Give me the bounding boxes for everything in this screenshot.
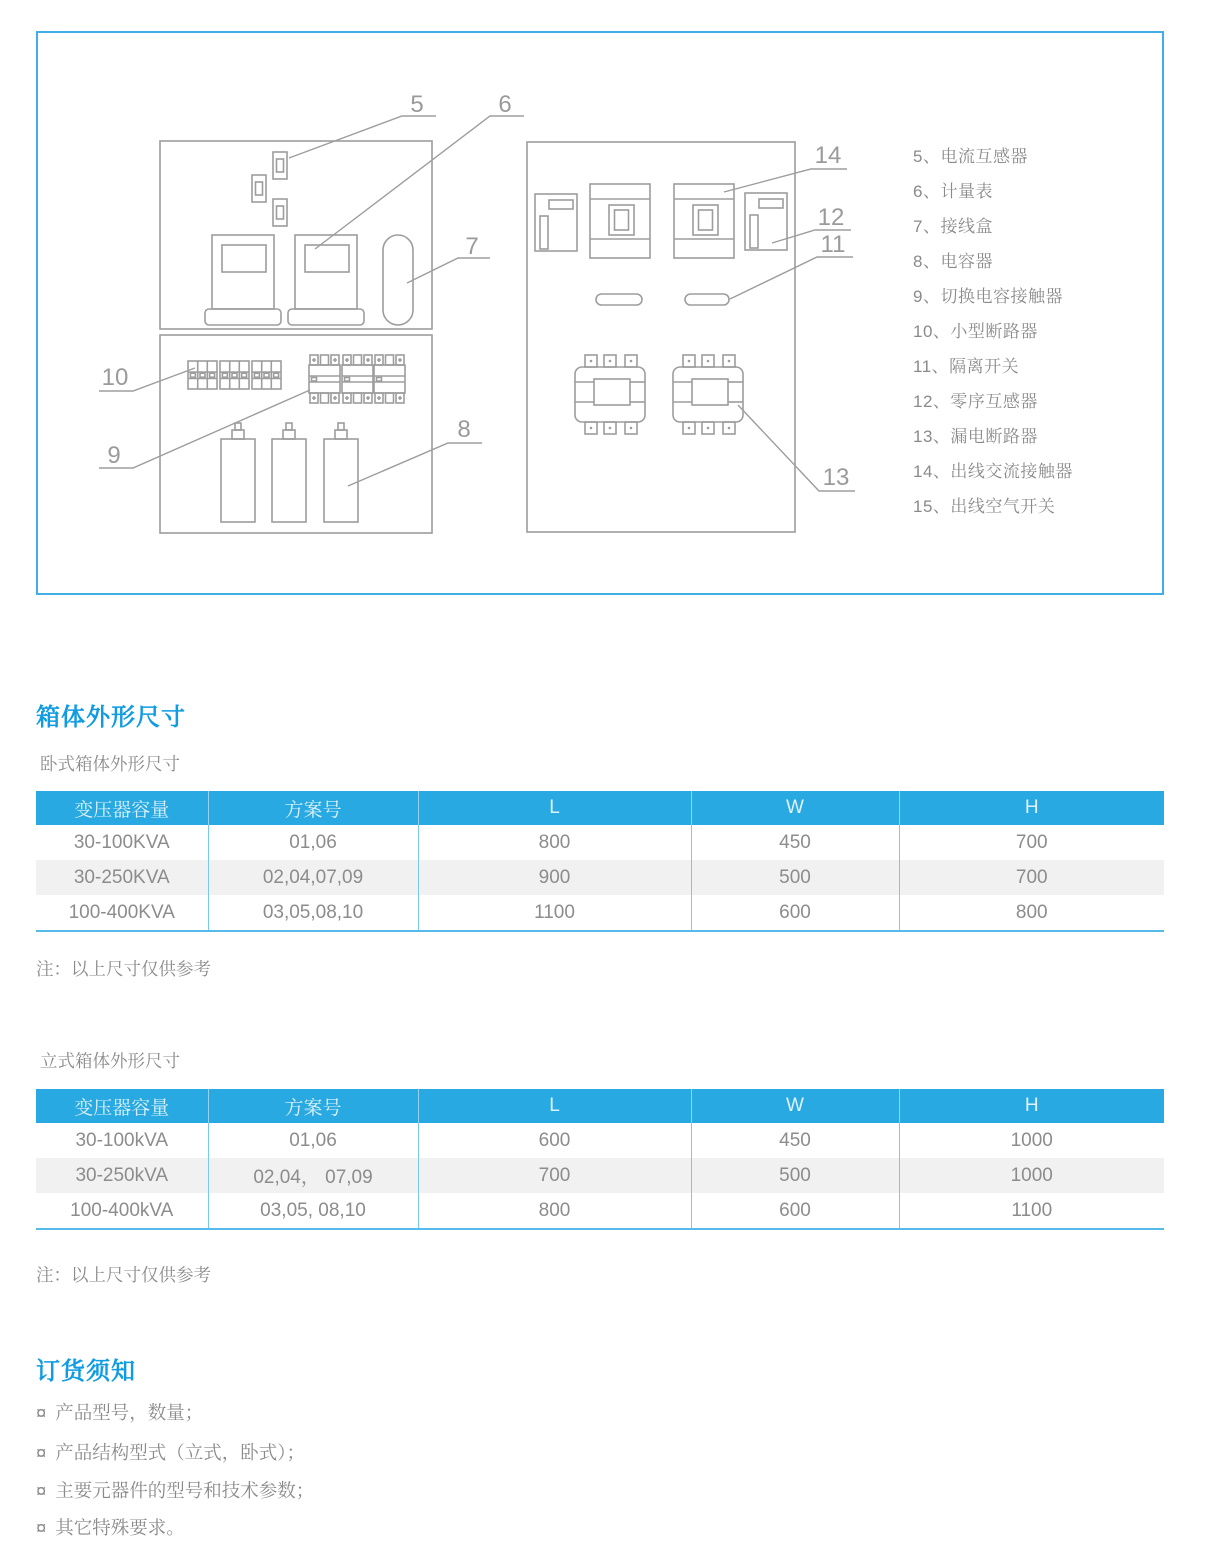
data-cell: 1100 bbox=[418, 895, 691, 931]
ordering-item-text: 主要元器件的型号和技术参数； bbox=[55, 1480, 315, 1501]
data-cell: 900 bbox=[418, 860, 691, 895]
legend-item: 9、切换电容接触器 bbox=[913, 287, 1063, 306]
junction-box bbox=[383, 235, 413, 325]
ordering-item-text: 产品结构型式（立式，卧式）； bbox=[55, 1442, 306, 1463]
ordering-item-text: 其它特殊要求。 bbox=[55, 1517, 185, 1538]
data-cell: 03,05, 08,10 bbox=[208, 1193, 418, 1229]
ordering-section-title: 订货须知 bbox=[36, 1358, 136, 1385]
legend-item: 10、小型断路器 bbox=[913, 322, 1038, 341]
data-cell: 30-100KVA bbox=[36, 825, 208, 860]
legend-item: 13、漏电断路器 bbox=[913, 427, 1038, 446]
data-cell: 100-400KVA bbox=[36, 895, 208, 931]
header-cell: 方案号 bbox=[208, 791, 418, 825]
header-cell: 变压器容量 bbox=[36, 791, 208, 825]
dimensions-section-title: 箱体外形尺寸 bbox=[36, 704, 186, 731]
data-cell: 02,04,07,09 bbox=[208, 860, 418, 895]
data-cell: 700 bbox=[899, 860, 1164, 895]
callout-12: 12 bbox=[817, 204, 845, 231]
cabinet-layout-frame bbox=[36, 31, 1164, 595]
data-cell: 800 bbox=[418, 1193, 691, 1229]
vertical-table-note: 注：以上尺寸仅供参考 bbox=[36, 1265, 211, 1285]
callout-6: 6 bbox=[498, 91, 512, 118]
table-row bbox=[36, 1158, 1164, 1193]
data-cell: 700 bbox=[899, 825, 1164, 860]
data-cell: 100-400kVA bbox=[36, 1193, 208, 1229]
right-cabinet bbox=[527, 142, 795, 532]
ordering-item bbox=[36, 1514, 185, 1540]
bullet-icon: ¤ bbox=[36, 1402, 47, 1423]
data-cell: 1100 bbox=[899, 1193, 1164, 1229]
data-cell: 800 bbox=[418, 825, 691, 860]
horizontal-table-note: 注：以上尺寸仅供参考 bbox=[36, 959, 211, 979]
callout-7: 7 bbox=[465, 233, 479, 260]
outgoing-breaker-units bbox=[590, 184, 734, 258]
bullet-icon: ¤ bbox=[36, 1442, 47, 1463]
ordering-item bbox=[36, 1477, 314, 1503]
legend-item: 11、隔离开关 bbox=[913, 357, 1020, 376]
callout-9: 9 bbox=[107, 442, 121, 469]
callout-10: 10 bbox=[101, 364, 129, 391]
ordering-item bbox=[36, 1399, 203, 1425]
legend-item: 12、零序互感器 bbox=[913, 392, 1038, 411]
data-cell: 700 bbox=[418, 1158, 691, 1193]
data-cell: 600 bbox=[418, 1123, 691, 1158]
data-cell: 1000 bbox=[899, 1158, 1164, 1193]
energy-meters bbox=[205, 235, 364, 325]
legend-item: 7、接线盒 bbox=[913, 217, 993, 236]
table-header-row bbox=[36, 1089, 1164, 1123]
callout-14: 14 bbox=[814, 142, 842, 169]
table-row bbox=[36, 825, 1164, 860]
vertical-dimensions-table bbox=[36, 1089, 1164, 1230]
data-cell: 01,06 bbox=[208, 825, 418, 860]
header-cell: 方案号 bbox=[208, 1089, 418, 1123]
data-cell: 800 bbox=[899, 895, 1164, 931]
bullet-icon: ¤ bbox=[36, 1517, 47, 1538]
data-cell: 450 bbox=[691, 1123, 899, 1158]
callout-numbers bbox=[102, 91, 850, 491]
table-row bbox=[36, 860, 1164, 895]
current-transformers bbox=[252, 152, 287, 226]
data-cell: 500 bbox=[691, 860, 899, 895]
horizontal-dimensions-table bbox=[36, 791, 1164, 932]
table-row bbox=[36, 1193, 1164, 1229]
ordering-item bbox=[36, 1439, 305, 1465]
data-cell: 500 bbox=[691, 1158, 899, 1193]
legend-item: 5、电流互感器 bbox=[913, 147, 1028, 166]
isolating-switches bbox=[596, 294, 729, 305]
legend-item: 14、出线交流接触器 bbox=[913, 462, 1073, 481]
mini-circuit-breakers bbox=[188, 361, 281, 389]
left-cabinet bbox=[160, 141, 432, 533]
zero-sequence-transformers bbox=[535, 193, 787, 251]
data-cell: 30-250kVA bbox=[36, 1158, 208, 1193]
data-cell: 1000 bbox=[899, 1123, 1164, 1158]
header-cell: H bbox=[899, 1089, 1164, 1123]
leakage-breakers bbox=[575, 355, 743, 434]
table-row bbox=[36, 1123, 1164, 1158]
data-cell: 30-250KVA bbox=[36, 860, 208, 895]
data-cell: 600 bbox=[691, 895, 899, 931]
data-cell: 03,05,08,10 bbox=[208, 895, 418, 931]
data-cell: 600 bbox=[691, 1193, 899, 1229]
data-cell: 01,06 bbox=[208, 1123, 418, 1158]
data-cell: 02,04， 07,09 bbox=[208, 1158, 418, 1193]
bullet-icon: ¤ bbox=[36, 1480, 47, 1501]
horizontal-table-subtitle: 卧式箱体外形尺寸 bbox=[40, 754, 180, 774]
legend-item: 15、出线空气开关 bbox=[913, 497, 1056, 516]
capacitors bbox=[221, 423, 358, 522]
header-cell: W bbox=[691, 1089, 899, 1123]
table-row bbox=[36, 895, 1164, 931]
callout-11: 11 bbox=[820, 231, 846, 258]
header-cell: H bbox=[899, 791, 1164, 825]
callout-8: 8 bbox=[457, 416, 471, 443]
header-cell: 变压器容量 bbox=[36, 1089, 208, 1123]
component-legend bbox=[913, 139, 1073, 524]
callout-13: 13 bbox=[822, 464, 850, 491]
data-cell: 450 bbox=[691, 825, 899, 860]
header-cell: L bbox=[418, 1089, 691, 1123]
header-cell: W bbox=[691, 791, 899, 825]
callout-5: 5 bbox=[410, 91, 424, 118]
ordering-item-text: 产品型号，数量； bbox=[55, 1402, 204, 1423]
capacitor-contactors bbox=[309, 355, 405, 403]
vertical-table-subtitle: 立式箱体外形尺寸 bbox=[40, 1051, 180, 1071]
legend-item: 6、计量表 bbox=[913, 182, 993, 201]
table-header-row bbox=[36, 791, 1164, 825]
legend-item: 8、电容器 bbox=[913, 252, 993, 271]
header-cell: L bbox=[418, 791, 691, 825]
data-cell: 30-100kVA bbox=[36, 1123, 208, 1158]
